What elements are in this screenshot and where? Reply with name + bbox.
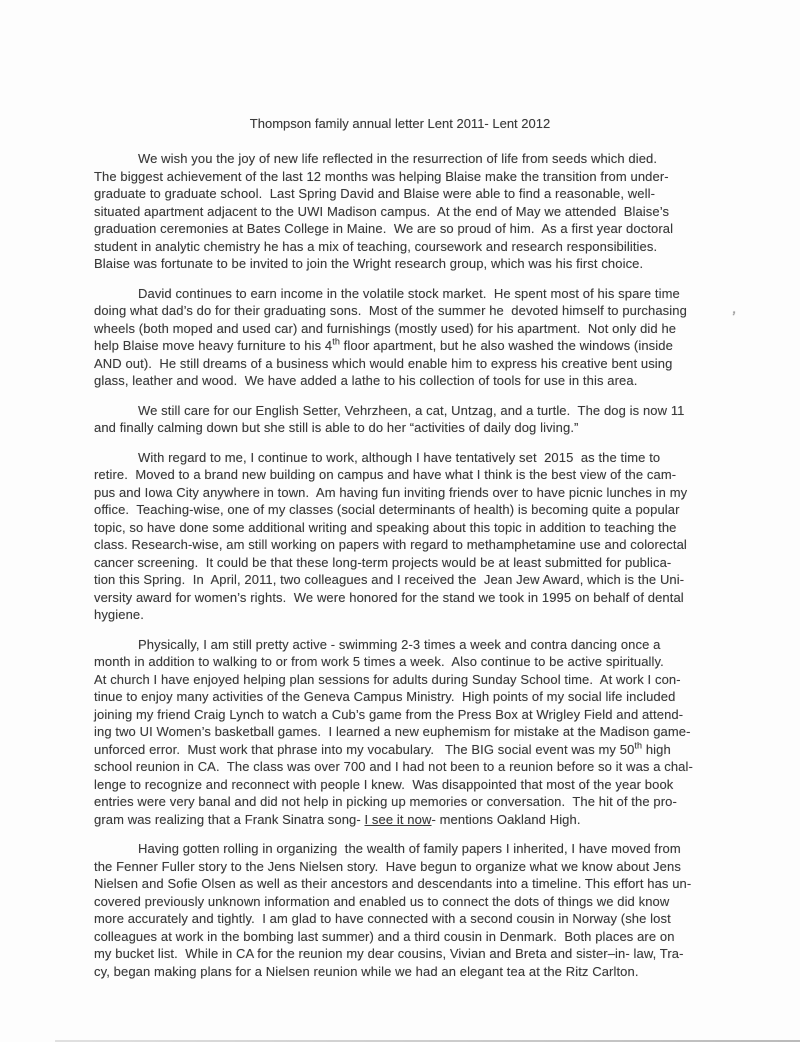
paragraph-4 (94, 449, 760, 624)
text-line: situated apartment adjacent to the UWI Madison campus. At the end of May we attended Blaise’s (94, 203, 670, 219)
text-line: With regard to me, I continue to work, although I have tentatively set 2015 as the time to (138, 449, 661, 465)
text-line: class. Research-wise, am still working on papers with regard to methamphetamine use and colorectal (94, 537, 687, 552)
text-line: David continues to earn income in the volatile stock market. He spent most of his spare time (138, 285, 680, 301)
text-line: We still care for our English Setter, Vehrzheen, a cat, Untzag, and a turtle. The dog is now 11 (138, 402, 685, 418)
text-line: help Blaise move heavy furniture to his 4th floor apartment, but he also washed the windows (inside (94, 336, 673, 353)
text-line: We wish you the joy of new life reflected in the resurrection of life from seeds which died. (138, 151, 658, 166)
text-line: school reunion in CA. The class was over 700 and I had not been to a reunion before so it was a chal- (94, 759, 693, 774)
text-line: tinue to enjoy many activities of the Geneva Campus Ministry. High points of my social life included (94, 689, 676, 704)
paragraph-5 (94, 636, 760, 829)
paragraph-1 (94, 150, 760, 273)
text-line: cancer screening. It could be that these long-term projects would be at least submitted for publica- (94, 554, 672, 570)
text-line: colleagues at work in the bombing last summer) and a third cousin in Denmark. Both places are on (94, 928, 675, 944)
letter-title: Thompson family annual letter Lent 2011- Lent 2012 (249, 116, 551, 131)
text-line: my bucket list. While in CA for the reunion my dear cousins, Vivian and Breta and sister–in- law, Tra- (94, 946, 684, 961)
text-line: graduation ceremonies at Bates College in Maine. We are so proud of him. As a first year doctoral (94, 221, 674, 236)
text-line: Blaise was fortunate to be invited to join the Wright research group, which was his first choice. (94, 256, 644, 271)
text-line: student in analytic chemistry he has a mix of teaching, coursework and research responsibilities. (94, 238, 658, 254)
paragraph-6 (94, 840, 760, 980)
text-line: month in addition to walking to or from work 5 times a week. Also continue to be active spiritually. (94, 654, 664, 669)
text-line: AND out). He still dreams of a business which would enable him to express his creative bent using (94, 355, 673, 371)
text-line: covered previously unknown information and enabled us to connect the dots of things we did know (94, 893, 670, 909)
text-line: tion this Spring. In April, 2011, two colleagues and I received the Jean Jew Award, which is the Uni- (94, 572, 685, 587)
text-line: Nielsen and Sofie Olsen as well as their ancestors and descendants into a timeline. This effort has un- (94, 876, 692, 891)
text-line: hygiene. (94, 607, 144, 622)
text-line: glass, leather and wood. We have added a lathe to his collection of tools for use in this area. (94, 373, 638, 388)
text-line: lenge to recognize and reconnect with people I knew. Was disappointed that most of the year book (94, 776, 674, 792)
text-line: entries were very banal and did not help in picking up memories or conversation. The hit of the pro- (94, 794, 677, 809)
underlined-text: I see it now (364, 811, 432, 827)
superscript: th (634, 740, 643, 751)
text-line: Having gotten rolling in organizing the wealth of family papers I inherited, I have moved from (138, 841, 681, 856)
text-line: graduate to graduate school. Last Spring David and Blaise were able to find a reasonable, well- (94, 186, 655, 201)
text-line: At church I have enjoyed helping plan sessions for adults during Sunday School time. At work I con- (94, 671, 681, 687)
text-line: more accurately and tightly. I am glad to have connected with a second cousin in Norway (she lost (94, 911, 671, 926)
paragraph-3 (94, 402, 760, 437)
superscript: th (332, 336, 340, 347)
text-line: The biggest achievement of the last 12 months was helping Blaise make the transition from under- (94, 168, 669, 184)
text-line: pus and Iowa City anywhere in town. Am having fun inviting friends over to have picnic lunches in my (94, 484, 688, 500)
text-line: Physically, I am still pretty active - swimming 2-3 times a week and contra dancing once a (138, 636, 661, 652)
letter-body (94, 150, 760, 992)
text-line: gram was realizing that a Frank Sinatra song- I see it now- mentions Oakland High. (94, 811, 581, 827)
text-line: the Fenner Fuller story to the Jens Nielsen story. Have begun to organize what we know about Jens (94, 858, 681, 874)
scan-blotch-artifact: ’ (729, 307, 737, 328)
text-line: wheels (both moped and used car) and furnishings (mostly used) for his apartment. Not only did he (94, 320, 677, 336)
text-line: versity award for women’s rights. We were honored for the stand we took in 1995 on behalf of dental (94, 589, 684, 605)
text-line: and finally calming down but she still is able to do her “activities of daily dog living.” (94, 420, 579, 435)
paragraph-2 (94, 285, 760, 390)
text-line: joining my friend Craig Lynch to watch a Cub’s game from the Press Box at Wrigley Field and attend- (94, 706, 684, 722)
text-line: ing two UI Women’s basketball games. I learned a new euphemism for mistake at the Madison game- (94, 724, 691, 739)
text-line: topic, so have done some additional writing and speaking about this topic in addition to teaching the (94, 519, 677, 535)
text-line: doing what dad’s do for their graduating sons. Most of the summer he devoted himself to purchasing (94, 303, 687, 318)
text-line: retire. Moved to a brand new building on campus and have what I think is the best view of the cam- (94, 467, 677, 482)
text-line: cy, began making plans for a Nielsen reunion while we had an elegant tea at the Ritz Carlton. (94, 963, 639, 979)
text-line: office. Teaching-wise, one of my classes (social determinants of health) is becoming quite a popular (94, 502, 680, 517)
text-line: unforced error. Must work that phrase into my vocabulary. The BIG social event was my 50th high (94, 740, 671, 757)
